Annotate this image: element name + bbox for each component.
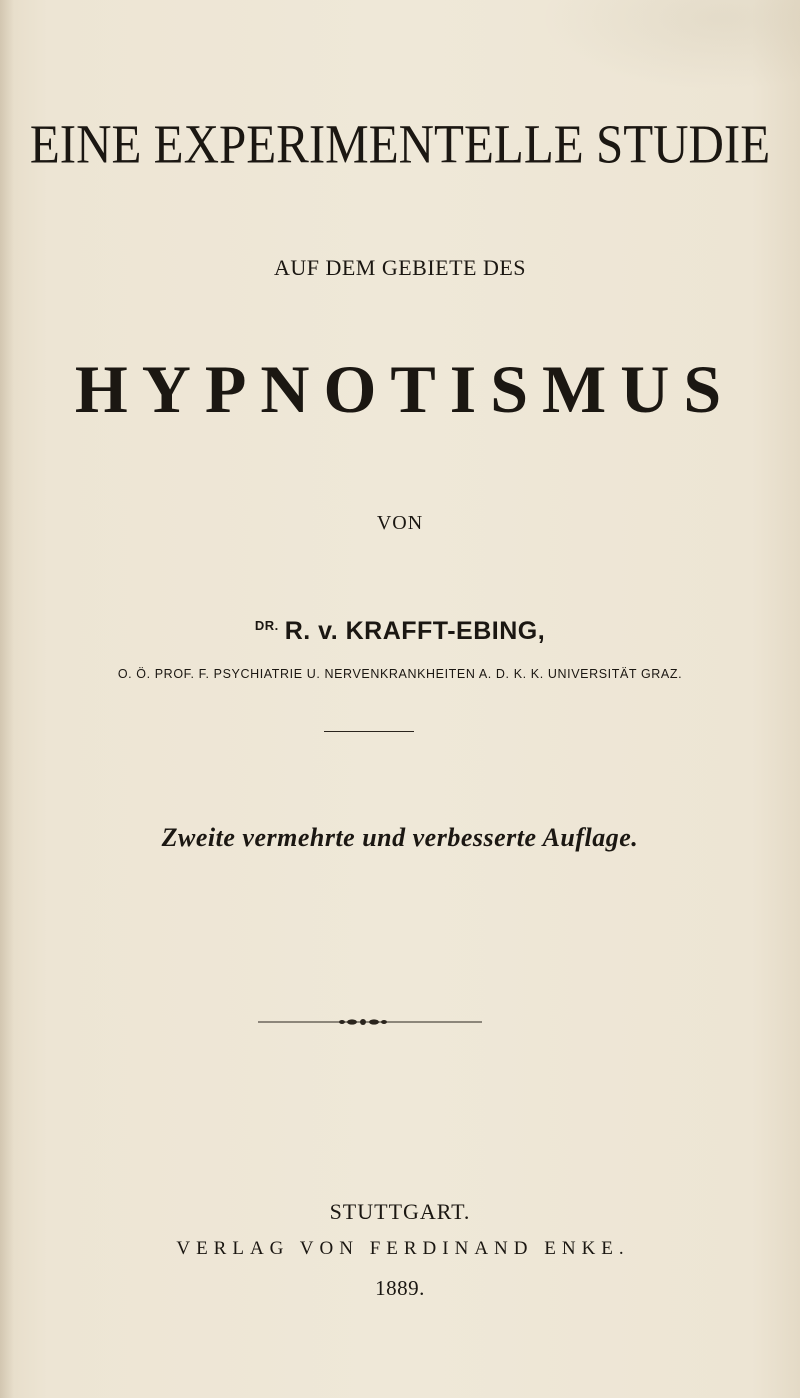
page-edge-shadow	[0, 0, 14, 1398]
author	[0, 617, 800, 646]
author-name: R. v. KRAFFT-EBING,	[284, 617, 546, 645]
author-prefix: DR.	[254, 618, 279, 633]
imprint-publisher: VERLAG VON FERDINAND ENKE.	[176, 1238, 630, 1259]
imprint-city: STUTTGART.	[329, 1199, 471, 1224]
imprint-year: 1889.	[375, 1276, 425, 1300]
by-line: VON	[376, 512, 424, 534]
divider-rule	[324, 731, 414, 732]
author-affiliation: O. Ö. PROF. F. PSYCHIATRIE U. NERVENKRANKHEITEN A. D. K. K. UNIVERSITÄT GRAZ.	[117, 667, 683, 681]
ornamental-rule	[258, 1016, 482, 1028]
bleed-through-stain	[540, 0, 800, 90]
title-line-2: AUF DEM GEBIETE DES	[273, 255, 527, 280]
main-title: HYPNOTISMUS	[74, 351, 736, 427]
edition-statement: Zweite vermehrte und verbesserte Auflage.	[161, 823, 639, 852]
title-line-1: EINE EXPERIMENTELLE STUDIE	[29, 113, 771, 175]
